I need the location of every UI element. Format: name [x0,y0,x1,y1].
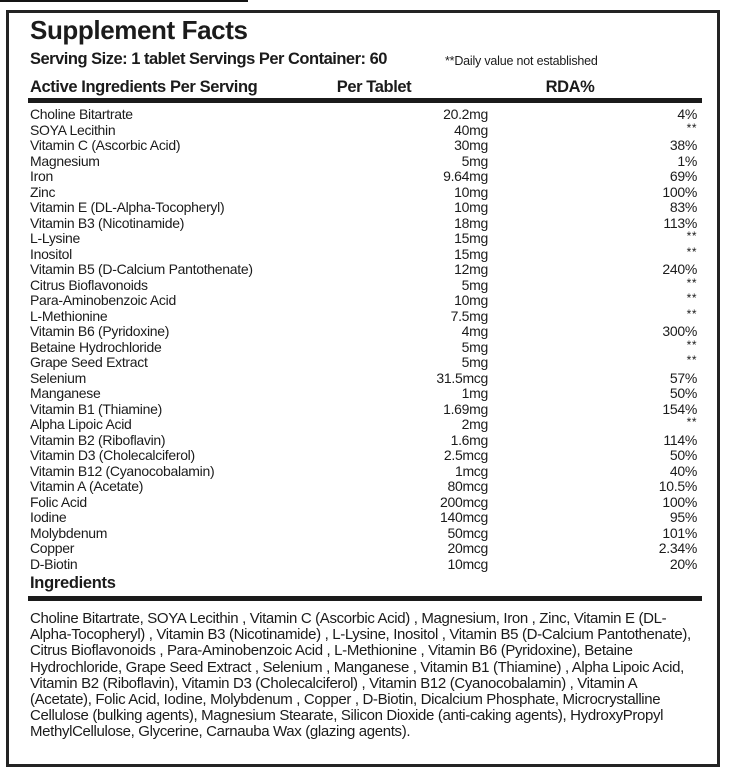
ingredient-rda: 2.34% [658,540,697,556]
ingredient-amount: 7.5mg [450,307,488,324]
table-row [9,463,717,479]
ingredient-name: Folic Acid [30,493,87,510]
ingredient-amount: 10mg [454,183,488,200]
ingredient-amount: 10mcg [447,555,488,572]
ingredient-name: D-Biotin [30,555,78,572]
table-row [9,277,717,293]
ingredients-table [9,106,717,571]
ingredient-name: Inositol [30,245,72,262]
ingredient-amount: 10mg [454,292,488,308]
table-row [9,137,717,153]
ingredient-name: Betaine Hydrochloride [30,338,162,355]
ingredient-rda: ** [686,353,697,367]
ingredient-amount: 200mcg [439,493,488,510]
ingredient-rda: 1% [677,152,697,169]
ingredient-name: Vitamin D3 (Cholecalciferol) [30,447,195,463]
ingredient-rda: 100% [662,493,697,510]
ingredient-name: Zinc [30,183,56,200]
table-row [9,401,717,417]
ingredient-rda: ** [686,120,697,135]
top-edge-artifact [0,0,248,2]
ingredient-amount: 20mcg [447,540,488,556]
ingredient-name: Para-Aminobenzoic Acid [30,292,176,308]
ingredient-name: Vitamin B12 (Cyanocobalamin) [30,462,215,479]
ingredient-amount: 5mg [461,152,488,169]
ingredient-name: Magnesium [30,152,100,169]
ingredient-amount: 50mcg [447,524,488,541]
ingredient-rda: 300% [662,323,697,339]
ingredient-amount: 140mcg [439,509,488,525]
table-row [9,339,717,355]
ingredient-amount: 80mcg [447,478,488,494]
ingredient-name: Iodine [30,509,67,525]
ingredient-amount: 20.2mg [443,106,488,122]
ingredient-name: Vitamin B5 (D-Calcium Pantothenate) [30,261,253,277]
ingredient-rda: 38% [669,137,697,153]
ingredient-name: Vitamin B6 (Pyridoxine) [30,323,170,339]
ingredient-rda: ** [686,306,697,321]
table-row [9,246,717,262]
ingredient-amount: 30mg [454,137,488,153]
ingredient-name: SOYA Lecithin [30,121,116,138]
table-row [9,432,717,448]
ingredient-amount: 40mg [454,121,488,138]
supplement-facts-panel [6,10,720,767]
ingredient-amount: 4mg [461,323,488,339]
table-row [9,215,717,231]
table-row [9,184,717,200]
ingredient-rda: ** [686,291,697,305]
ingredient-amount: 5mg [461,338,488,355]
ingredient-rda: 50% [669,447,697,463]
ingredient-name: Vitamin C (Ascorbic Acid) [30,137,181,153]
ingredient-rda: 50% [669,385,697,401]
ingredient-amount: 5mg [461,354,488,370]
ingredient-amount: 2mg [461,416,488,432]
ingredient-amount: 18mg [454,214,488,231]
header-divider-bar [28,98,702,103]
table-row [9,525,717,541]
ingredient-rda: ** [686,337,697,352]
table-row [9,122,717,138]
ingredient-rda: 240% [662,261,697,277]
column-header-ingredient: Active Ingredients Per Serving [30,78,258,96]
ingredient-amount: 1.69mg [443,400,488,417]
ingredient-amount: 1.6mg [450,431,488,448]
ingredient-name: Molybdenum [30,524,108,541]
table-row [9,230,717,246]
ingredient-rda: 40% [669,462,697,479]
daily-value-note: **Daily value not established [445,54,598,68]
table-row [9,447,717,463]
ingredient-amount: 1mcg [454,462,488,479]
table-row [9,168,717,184]
ingredient-rda: 83% [669,199,697,215]
ingredients-paragraph: Choline Bitartrate, SOYA Lecithin , Vitamin C (Ascorbic Acid) , Magnesium, Iron , Zinc, Vitamin E (DL-Alpha-Tocopheryl) , Vitamin B3 (Nicotinamide) , L-Lysine, Inositol , Vitamin B5 (D-Calcium Pantothenate), Citrus Bioflavonoids , Para-Aminobenzoic Acid , L-Methionine , Vitamin B6 (Pyridoxine), Betaine Hydrochloride, Grape Seed Extract , Selenium , Manganese , Vitamin B1 (Thiamine) , Alpha Lipoic Acid, Vitamin B2 (Riboflavin), Vitamin D3 (Cholecalciferol) , Vitamin B12 (Cyanocobalamin) , Vitamin A (Acetate), Folic Acid, Iodine, Molybdenum , Copper , D-Biotin, Dicalcium Phosphate, Microcrystalline Cellulose (bulking agents), Magnesium Stearate, Silicon Dioxide (anti-caking agents), HydroxyPropyl MethylCellulose, Glycerine, Carnauba Wax (glazing agents). [30,610,691,741]
ingredient-name: Alpha Lipoic Acid [30,416,132,432]
ingredient-amount: 10mg [454,199,488,215]
ingredient-rda: 10.5% [658,478,697,494]
ingredient-name: Grape Seed Extract [30,354,148,370]
ingredient-name: L-Methionine [30,307,108,324]
table-row [9,370,717,386]
table-row [9,323,717,339]
ingredient-name: Vitamin B1 (Thiamine) [30,400,162,417]
table-header-row [9,78,717,96]
ingredient-rda: ** [686,244,697,259]
ingredient-name: Copper [30,540,75,556]
ingredient-amount: 15mg [454,245,488,262]
table-row [9,478,717,494]
ingredient-name: Choline Bitartrate [30,106,133,122]
table-row [9,354,717,370]
table-row [9,292,717,308]
ingredient-rda: 20% [669,555,697,572]
ingredient-rda: 57% [669,369,697,386]
ingredient-rda: ** [686,415,697,429]
ingredient-amount: 2.5mcg [443,447,488,463]
table-row [9,385,717,401]
table-row [9,416,717,432]
ingredient-name: Citrus Bioflavonoids [30,276,148,293]
ingredient-name: Manganese [30,385,101,401]
table-row [9,261,717,277]
ingredient-amount: 1mg [461,385,488,401]
ingredient-rda: 69% [669,168,697,184]
ingredient-rda: ** [686,229,697,243]
ingredient-name: Vitamin A (Acetate) [30,478,144,494]
ingredient-amount: 12mg [454,261,488,277]
ingredient-rda: 95% [669,509,697,525]
table-row [9,556,717,572]
ingredient-amount: 31.5mcg [436,369,488,386]
ingredient-name: Selenium [30,369,86,386]
table-row [9,308,717,324]
table-row [9,199,717,215]
column-header-per-tablet: Per Tablet [336,78,412,96]
ingredient-amount: 15mg [454,230,488,246]
table-row [9,494,717,510]
ingredient-rda: 114% [663,431,697,448]
table-row [9,153,717,169]
ingredient-rda: 113% [663,214,697,231]
ingredient-amount: 9.64mg [443,168,488,184]
ingredients-divider-bar [28,596,702,601]
table-row [9,509,717,525]
table-row [9,106,717,122]
ingredient-amount: 5mg [461,276,488,293]
serving-size-line: Serving Size: 1 tablet Servings Per Container: 60 [30,50,387,68]
ingredient-rda: ** [686,275,697,290]
ingredient-rda: 101% [662,524,697,541]
table-row [9,540,717,556]
column-header-rda: RDA% [545,78,595,96]
ingredients-heading: Ingredients [30,574,116,592]
ingredient-rda: 4% [677,106,697,122]
ingredient-name: Iron [30,168,53,184]
ingredient-name: Vitamin B2 (Riboflavin) [30,431,166,448]
ingredient-rda: 100% [662,183,697,200]
ingredient-name: Vitamin E (DL-Alpha-Tocopheryl) [30,199,225,215]
panel-title: Supplement Facts [30,15,248,45]
ingredient-name: L-Lysine [30,230,80,246]
ingredient-name: Vitamin B3 (Nicotinamide) [30,214,185,231]
ingredient-rda: 154% [662,400,697,417]
